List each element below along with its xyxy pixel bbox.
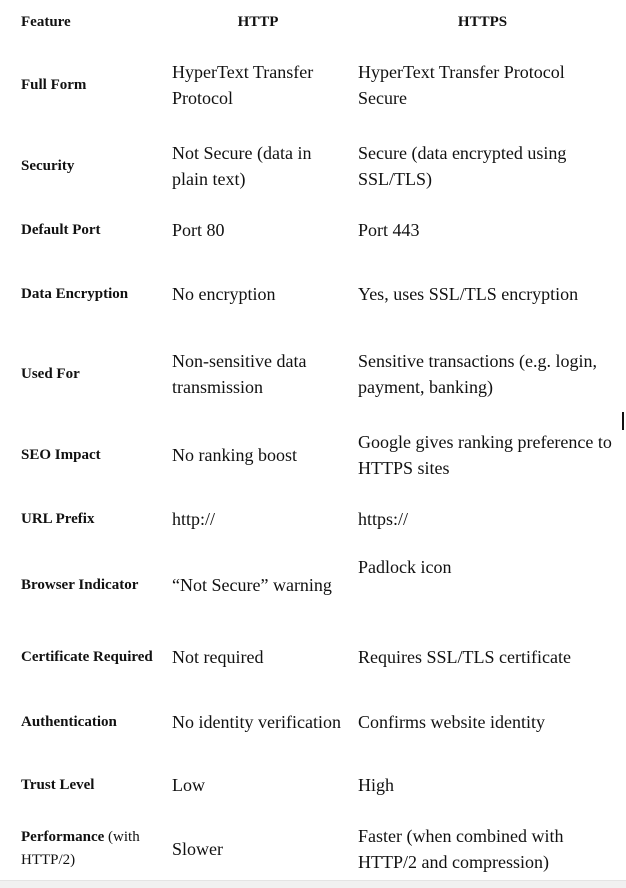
row-https-value: Sensitive transactions (e.g. login, payment, banking) (358, 351, 597, 397)
row-https-value: Confirms website identity (358, 712, 545, 732)
row-http-value: Non-sensitive data transmission (172, 351, 307, 397)
row-feature-note: (with HTTP/2) (21, 829, 140, 868)
row-https-value: Requires SSL/TLS certificate (358, 647, 571, 667)
row-http-value: HyperText Transfer Protocol (172, 62, 314, 108)
row-feature: Trust Level (21, 776, 95, 793)
row-http-value: Not required (172, 647, 264, 667)
row-https-value: High (358, 775, 394, 795)
header-https: HTTPS (457, 13, 508, 30)
row-https-value: Google gives ranking preference to HTTPS sites (358, 432, 612, 478)
row-feature: Authentication (21, 713, 117, 730)
row-http-value: Low (172, 775, 205, 795)
table-row (14, 686, 614, 758)
row-feature: Browser Indicator (21, 576, 139, 593)
row-https-value: Secure (data encrypted using SSL/TLS) (358, 143, 567, 189)
table-row (14, 542, 614, 628)
row-http-value: No encryption (172, 284, 276, 304)
row-http-value: http:// (172, 509, 216, 529)
row-https-value: HyperText Transfer Protocol Secure (358, 62, 565, 108)
comparison-table (14, 0, 614, 886)
row-feature: URL Prefix (21, 510, 95, 527)
table-row (14, 812, 614, 886)
row-https-value: Faster (when combined with HTTP/2 and compression) (358, 826, 564, 872)
row-feature: Default Port (21, 221, 101, 238)
row-feature: SEO Impact (21, 446, 101, 463)
row-feature-label: Performance (21, 829, 105, 845)
row-https-value: Yes, uses SSL/TLS encryption (358, 284, 579, 304)
table-row (14, 414, 614, 496)
row-feature (14, 812, 165, 886)
row-feature: Used For (21, 365, 80, 382)
header-feature: Feature (21, 13, 71, 30)
row-feature: Security (21, 157, 75, 174)
row-feature: Certificate Required (21, 648, 153, 665)
table-row (14, 628, 614, 686)
row-http-value: Port 80 (172, 220, 225, 240)
table-row (14, 758, 614, 812)
row-feature: Full Form (21, 76, 87, 93)
row-https-value: https:// (358, 509, 409, 529)
table-row (14, 334, 614, 414)
text-cursor (622, 412, 624, 430)
row-http-value: “Not Secure” warning (172, 575, 332, 595)
header-row (14, 0, 614, 44)
header-http: HTTP (237, 13, 279, 30)
row-https-value: Padlock icon (358, 557, 452, 577)
row-feature: Data Encryption (21, 285, 129, 302)
table-row (14, 44, 614, 126)
table-row (14, 254, 614, 334)
table-row (14, 206, 614, 254)
row-http-value: No identity verification (172, 712, 341, 732)
table-row (14, 126, 614, 206)
bottom-strip (0, 880, 626, 888)
row-https-value: Port 443 (358, 220, 420, 240)
row-http-value: No ranking boost (172, 445, 297, 465)
row-http-value: Slower (172, 839, 223, 859)
row-http-value: Not Secure (data in plain text) (172, 143, 312, 189)
table-row (14, 496, 614, 542)
